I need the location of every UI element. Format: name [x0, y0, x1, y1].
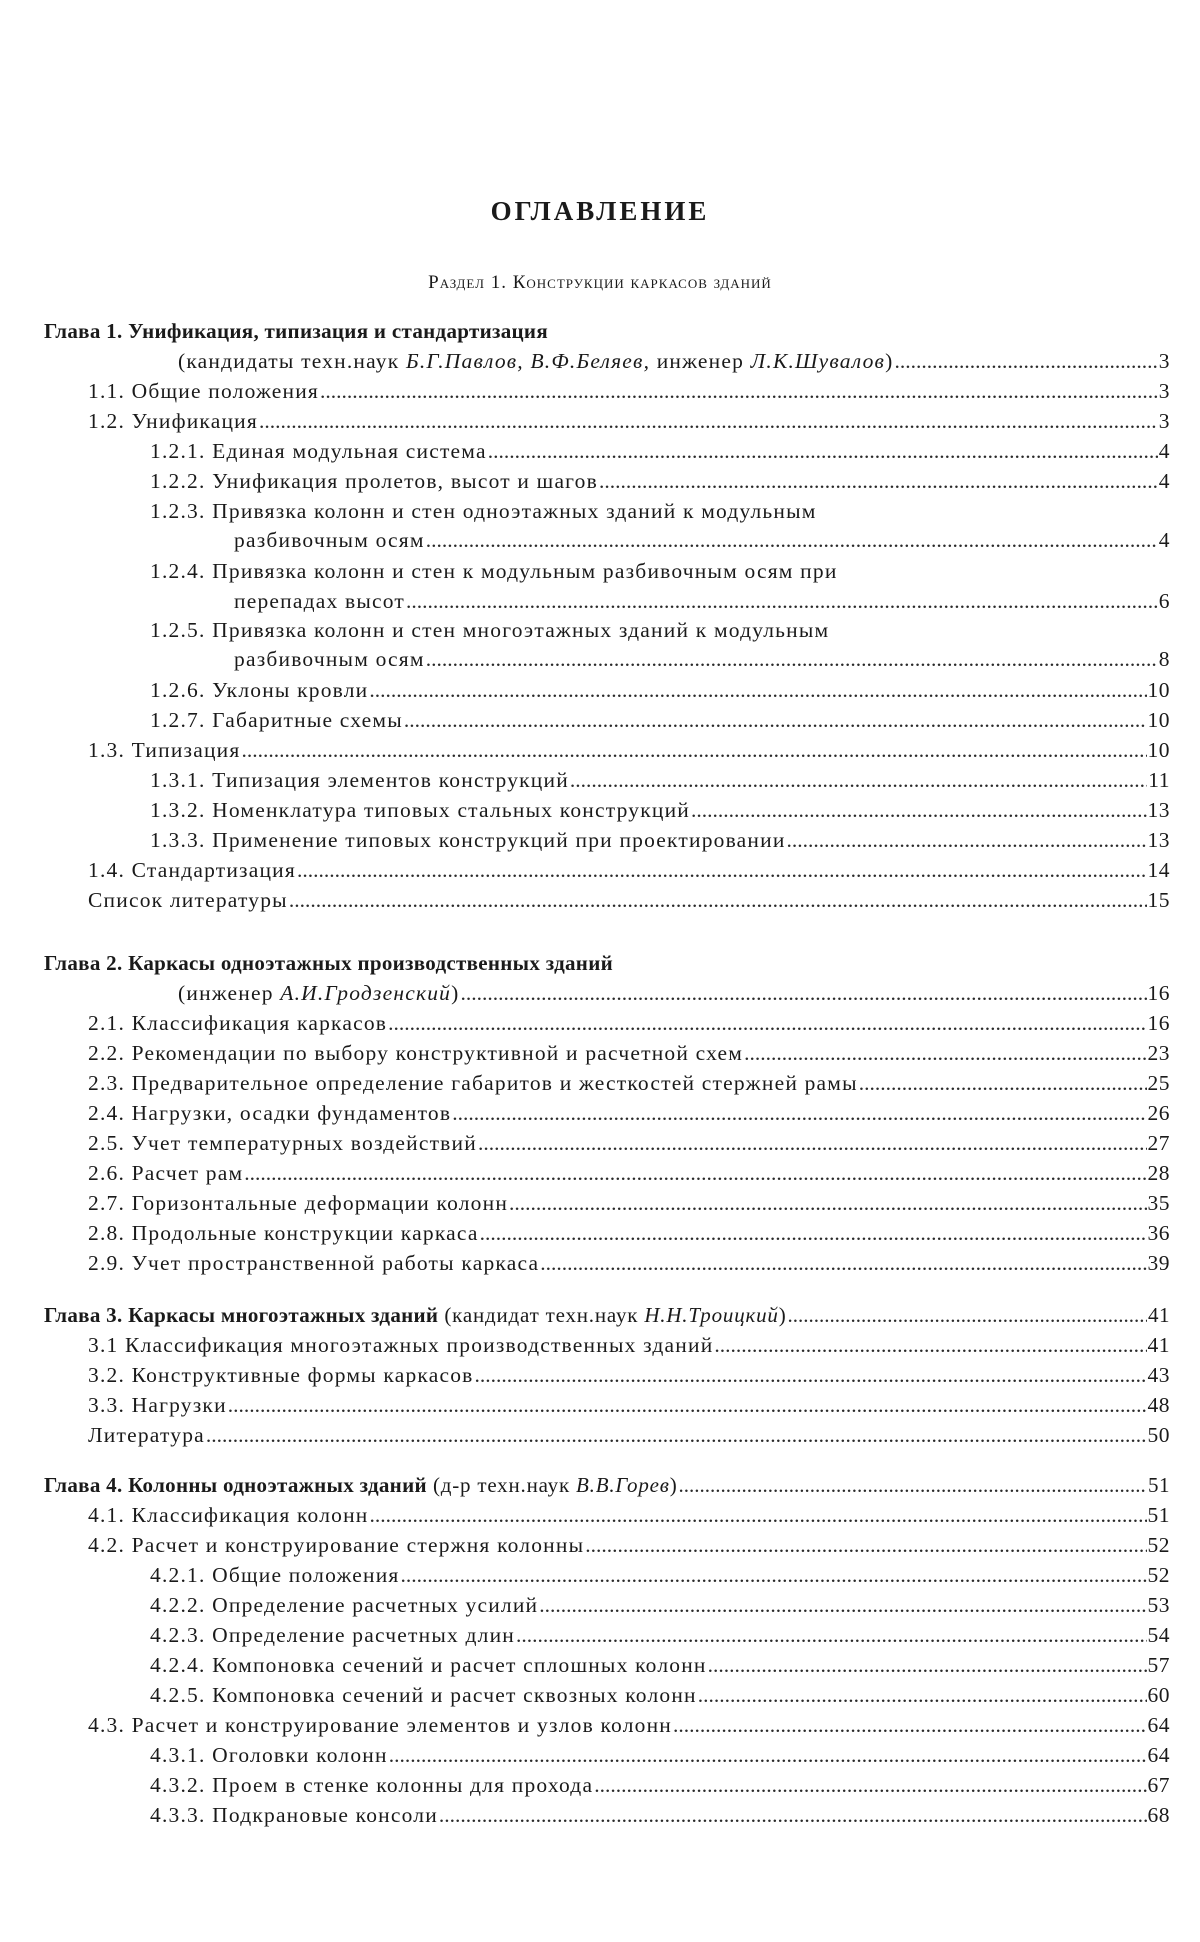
toc-entry	[88, 1248, 1170, 1278]
page-number: 26	[1147, 1101, 1170, 1125]
toc-entry	[150, 1590, 1170, 1620]
toc-entry-text: 3.1 Классификация многоэтажных производственных зданий	[88, 1333, 714, 1357]
page-number: 15	[1147, 888, 1170, 912]
page-number: 10	[1147, 708, 1170, 732]
leader-dots	[859, 1068, 1147, 1098]
toc-entry	[150, 1770, 1170, 1800]
toc-entry	[88, 1360, 1170, 1390]
toc-entry-text: 1.4. Стандартизация	[88, 858, 296, 882]
chapter-2-heading	[44, 948, 613, 978]
toc-entry-text: 3.3. Нагрузки	[88, 1393, 227, 1417]
toc-entry	[88, 885, 1170, 915]
toc-entry	[150, 1740, 1170, 1770]
chapter-2-number: Глава 2.	[44, 951, 123, 975]
toc-entry	[88, 1038, 1170, 1068]
leader-dots	[370, 1500, 1147, 1530]
toc-entry-text: разбивочным осям	[234, 647, 425, 671]
toc-entry-text: 4.2.3. Определение расчетных длин	[150, 1623, 515, 1647]
page-number: 64	[1147, 1713, 1170, 1737]
page-number: 16	[1147, 981, 1170, 1005]
leader-dots	[401, 1560, 1147, 1590]
toc-entry-text: 1.2. Унификация	[88, 409, 258, 433]
toc-entry-text: 4.3.3. Подкрановые консоли	[150, 1803, 438, 1827]
leader-dots	[369, 675, 1146, 705]
page-number: 16	[1147, 1011, 1170, 1035]
toc-entry	[88, 1128, 1170, 1158]
toc-entry	[150, 436, 1170, 466]
toc-entry	[234, 525, 1170, 555]
section-heading: Раздел 1. Конструкции каркасов зданий	[428, 272, 772, 293]
chapter-4-number: Глава 4.	[44, 1473, 123, 1497]
page-number: 64	[1147, 1743, 1170, 1767]
toc-entry	[150, 615, 1170, 645]
toc-entry-text: 2.3. Предварительное определение габаритов и жесткостей стержней рамы	[88, 1071, 858, 1095]
toc-entry	[234, 644, 1170, 674]
page-number: 52	[1147, 1563, 1170, 1587]
toc-entry	[150, 556, 1170, 586]
toc-entry-text: 4.2.4. Компоновка сечений и расчет сплошных колонн	[150, 1653, 707, 1677]
toc-entry	[88, 735, 1170, 765]
page-number: 36	[1147, 1221, 1170, 1245]
toc-entry-text: 1.1. Общие положения	[88, 379, 320, 403]
chapter-1-title: Унификация, типизация и стандартизация	[128, 319, 548, 343]
page-number: 41	[1147, 1333, 1170, 1357]
leader-dots	[452, 1098, 1146, 1128]
leader-dots	[691, 795, 1147, 825]
toc-entry	[88, 1008, 1170, 1038]
toc-entry	[150, 1800, 1170, 1830]
toc-entry-text: 4.2.5. Компоновка сечений и расчет сквозных колонн	[150, 1683, 697, 1707]
page-number: 4	[1158, 528, 1170, 552]
leader-dots	[228, 1390, 1147, 1420]
toc-entry-text: 4.2. Расчет и конструирование стержня колонны	[88, 1533, 585, 1557]
toc-entry-text: перепадах высот	[234, 589, 405, 613]
leader-dots	[673, 1710, 1146, 1740]
toc-entry	[88, 1188, 1170, 1218]
chapter-1-authors: (кандидаты техн.наук Б.Г.Павлов, В.Ф.Беляев, инженер Л.К.Шувалов) ..... 3	[178, 346, 1170, 376]
leader-dots	[289, 885, 1147, 915]
leader-dots	[488, 436, 1158, 466]
toc-entry-text: 4.3. Расчет и конструирование элементов и узлов колонн	[88, 1713, 673, 1737]
page-number: 23	[1147, 1041, 1170, 1065]
toc-entry	[88, 1530, 1170, 1560]
toc-entry	[150, 795, 1170, 825]
toc-entry	[150, 765, 1170, 795]
leader-dots	[744, 1038, 1146, 1068]
leader-dots	[388, 1008, 1146, 1038]
page-number: 57	[1147, 1653, 1170, 1677]
toc-entry	[150, 825, 1170, 855]
toc-entry	[150, 675, 1170, 705]
toc-entry-text: 1.3.2. Номенклатура типовых стальных конструкций	[150, 798, 690, 822]
leader-dots	[389, 1740, 1147, 1770]
toc-entry	[88, 1068, 1170, 1098]
toc-entry-text: 2.4. Нагрузки, осадки фундаментов	[88, 1101, 452, 1125]
toc-entry	[150, 1560, 1170, 1590]
leader-dots	[480, 1218, 1147, 1248]
leader-dots	[540, 1248, 1146, 1278]
toc-entry-text: 2.1. Классификация каркасов	[88, 1011, 388, 1035]
toc-entry	[88, 1420, 1170, 1450]
leader-dots	[516, 1620, 1147, 1650]
toc-entry-text: 1.3.1. Типизация элементов конструкций	[150, 768, 569, 792]
page-number: 3	[1158, 349, 1170, 373]
page-number: 51	[1148, 1473, 1170, 1497]
toc-entry	[88, 1098, 1170, 1128]
page-number: 3	[1158, 409, 1170, 433]
page-number: 27	[1147, 1131, 1170, 1155]
leader-dots	[439, 1800, 1147, 1830]
chapter-2-title: Каркасы одноэтажных производственных зданий	[128, 951, 614, 975]
leader-dots	[460, 978, 1146, 1008]
toc-entry	[234, 586, 1170, 616]
toc-entry	[150, 496, 1170, 526]
page-number: 3	[1158, 379, 1170, 403]
page-number: 4	[1158, 439, 1170, 463]
leader-dots	[426, 525, 1158, 555]
leader-dots	[698, 1680, 1147, 1710]
leader-dots	[509, 1188, 1146, 1218]
page-number: 50	[1147, 1423, 1170, 1447]
chapter-3-number: Глава 3.	[44, 1303, 123, 1327]
toc-entry-text: 4.2.1. Общие положения	[150, 1563, 400, 1587]
page-number: 54	[1147, 1623, 1170, 1647]
toc-entry	[150, 1620, 1170, 1650]
page-number: 6	[1158, 589, 1170, 613]
toc-entry	[88, 1218, 1170, 1248]
toc-entry-text: 2.2. Рекомендации по выбору конструктивной и расчетной схем	[88, 1041, 744, 1065]
leader-dots	[594, 1770, 1146, 1800]
toc-entry-text: разбивочным осям	[234, 528, 425, 552]
toc-entry	[88, 1390, 1170, 1420]
leader-dots	[404, 705, 1147, 735]
toc-entry	[150, 1680, 1170, 1710]
toc-entry-text: 2.5. Учет температурных воздействий	[88, 1131, 477, 1155]
toc-entry-text: 4.2.2. Определение расчетных усилий	[150, 1593, 539, 1617]
page-number: 8	[1158, 647, 1170, 671]
leader-dots	[599, 466, 1158, 496]
chapter-3-title: Каркасы многоэтажных зданий	[128, 1303, 439, 1327]
toc-entry-text: 2.8. Продольные конструкции каркаса	[88, 1221, 479, 1245]
chapter-2-authors: (инженер А.И.Гродзенский) ..... 16	[178, 978, 1170, 1008]
toc-entry	[150, 705, 1170, 735]
chapter-3-heading: Глава 3. Каркасы многоэтажных зданий (кандидат техн.наук Н.Н.Троицкий) ..... 41	[44, 1300, 1170, 1330]
leader-dots	[894, 346, 1157, 376]
chapter-1-heading	[44, 316, 548, 346]
leader-dots	[320, 376, 1158, 406]
toc-entry-text: 3.2. Конструктивные формы каркасов	[88, 1363, 474, 1387]
page-number: 10	[1147, 678, 1170, 702]
page-number: 25	[1147, 1071, 1170, 1095]
page-number: 13	[1147, 798, 1170, 822]
toc-entry-text: 1.2.2. Унификация пролетов, высот и шагов	[150, 469, 598, 493]
leader-dots	[475, 1360, 1147, 1390]
leader-dots	[259, 406, 1158, 436]
page-number: 48	[1147, 1393, 1170, 1417]
toc-entry-text: 1.2.3. Привязка колонн и стен одноэтажных зданий к модульным	[150, 499, 817, 523]
toc-entry-text: 2.6. Расчет рам	[88, 1161, 244, 1185]
toc-entry-text: 1.3.3. Применение типовых конструкций при проектировании	[150, 828, 786, 852]
toc-entry	[88, 1158, 1170, 1188]
page-number: 4	[1158, 469, 1170, 493]
toc-entry	[150, 466, 1170, 496]
toc-entry-text: 4.1. Классификация колонн	[88, 1503, 369, 1527]
toc-entry-text: 4.3.2. Проем в стенке колонны для прохода	[150, 1773, 594, 1797]
leader-dots	[788, 1300, 1147, 1330]
leader-dots	[539, 1590, 1146, 1620]
page-number: 41	[1148, 1303, 1170, 1327]
toc-entry	[88, 1330, 1170, 1360]
page-number: 11	[1148, 768, 1170, 792]
leader-dots	[714, 1330, 1146, 1360]
toc-entry	[88, 376, 1170, 406]
toc-entry	[150, 1650, 1170, 1680]
leader-dots	[585, 1530, 1146, 1560]
toc-entry	[88, 1500, 1170, 1530]
toc-entry-text: 1.2.1. Единая модульная система	[150, 439, 487, 463]
toc-entry-text: 2.7. Горизонтальные деформации колонн	[88, 1191, 509, 1215]
page-number: 60	[1147, 1683, 1170, 1707]
toc-entry-text: 1.2.4. Привязка колонн и стен к модульным разбивочным осям при	[150, 559, 838, 583]
leader-dots	[678, 1470, 1147, 1500]
toc-entry-text: Литература	[88, 1423, 205, 1447]
leader-dots	[241, 735, 1146, 765]
toc-entry-text: 1.3. Типизация	[88, 738, 241, 762]
page-number: 39	[1147, 1251, 1170, 1275]
page-number: 13	[1147, 828, 1170, 852]
leader-dots	[297, 855, 1147, 885]
leader-dots	[787, 825, 1147, 855]
page-number: 43	[1147, 1363, 1170, 1387]
chapter-1-number: Глава 1.	[44, 319, 123, 343]
toc-entry-text: 2.9. Учет пространственной работы каркаса	[88, 1251, 540, 1275]
toc-entry	[88, 406, 1170, 436]
leader-dots	[570, 765, 1147, 795]
page-number: 51	[1147, 1503, 1170, 1527]
toc-entry-text: Список литературы	[88, 888, 288, 912]
leader-dots	[406, 586, 1158, 616]
leader-dots	[206, 1420, 1147, 1450]
page-number: 68	[1147, 1803, 1170, 1827]
chapter-4-heading: Глава 4. Колонны одноэтажных зданий (д-р техн.наук В.В.Горев) ..... 51	[44, 1470, 1170, 1500]
page-number: 52	[1147, 1533, 1170, 1557]
toc-entry	[88, 855, 1170, 885]
toc-entry-text: 1.2.7. Габаритные схемы	[150, 708, 403, 732]
page-number: 35	[1147, 1191, 1170, 1215]
chapter-4-title: Колонны одноэтажных зданий	[128, 1473, 427, 1497]
page-number: 10	[1147, 738, 1170, 762]
toc-entry-text: 4.3.1. Оголовки колонн	[150, 1743, 388, 1767]
toc-entry	[88, 1710, 1170, 1740]
page-number: 53	[1147, 1593, 1170, 1617]
page-number: 67	[1147, 1773, 1170, 1797]
page-number: 14	[1147, 858, 1170, 882]
leader-dots	[426, 644, 1158, 674]
leader-dots	[478, 1128, 1147, 1158]
page-number: 28	[1147, 1161, 1170, 1185]
toc-entry-text: 1.2.5. Привязка колонн и стен многоэтажных зданий к модульным	[150, 618, 830, 642]
leader-dots	[708, 1650, 1147, 1680]
leader-dots	[244, 1158, 1146, 1188]
page-title: ОГЛАВЛЕНИЕ	[490, 196, 710, 226]
toc-entry-text: 1.2.6. Уклоны кровли	[150, 678, 369, 702]
